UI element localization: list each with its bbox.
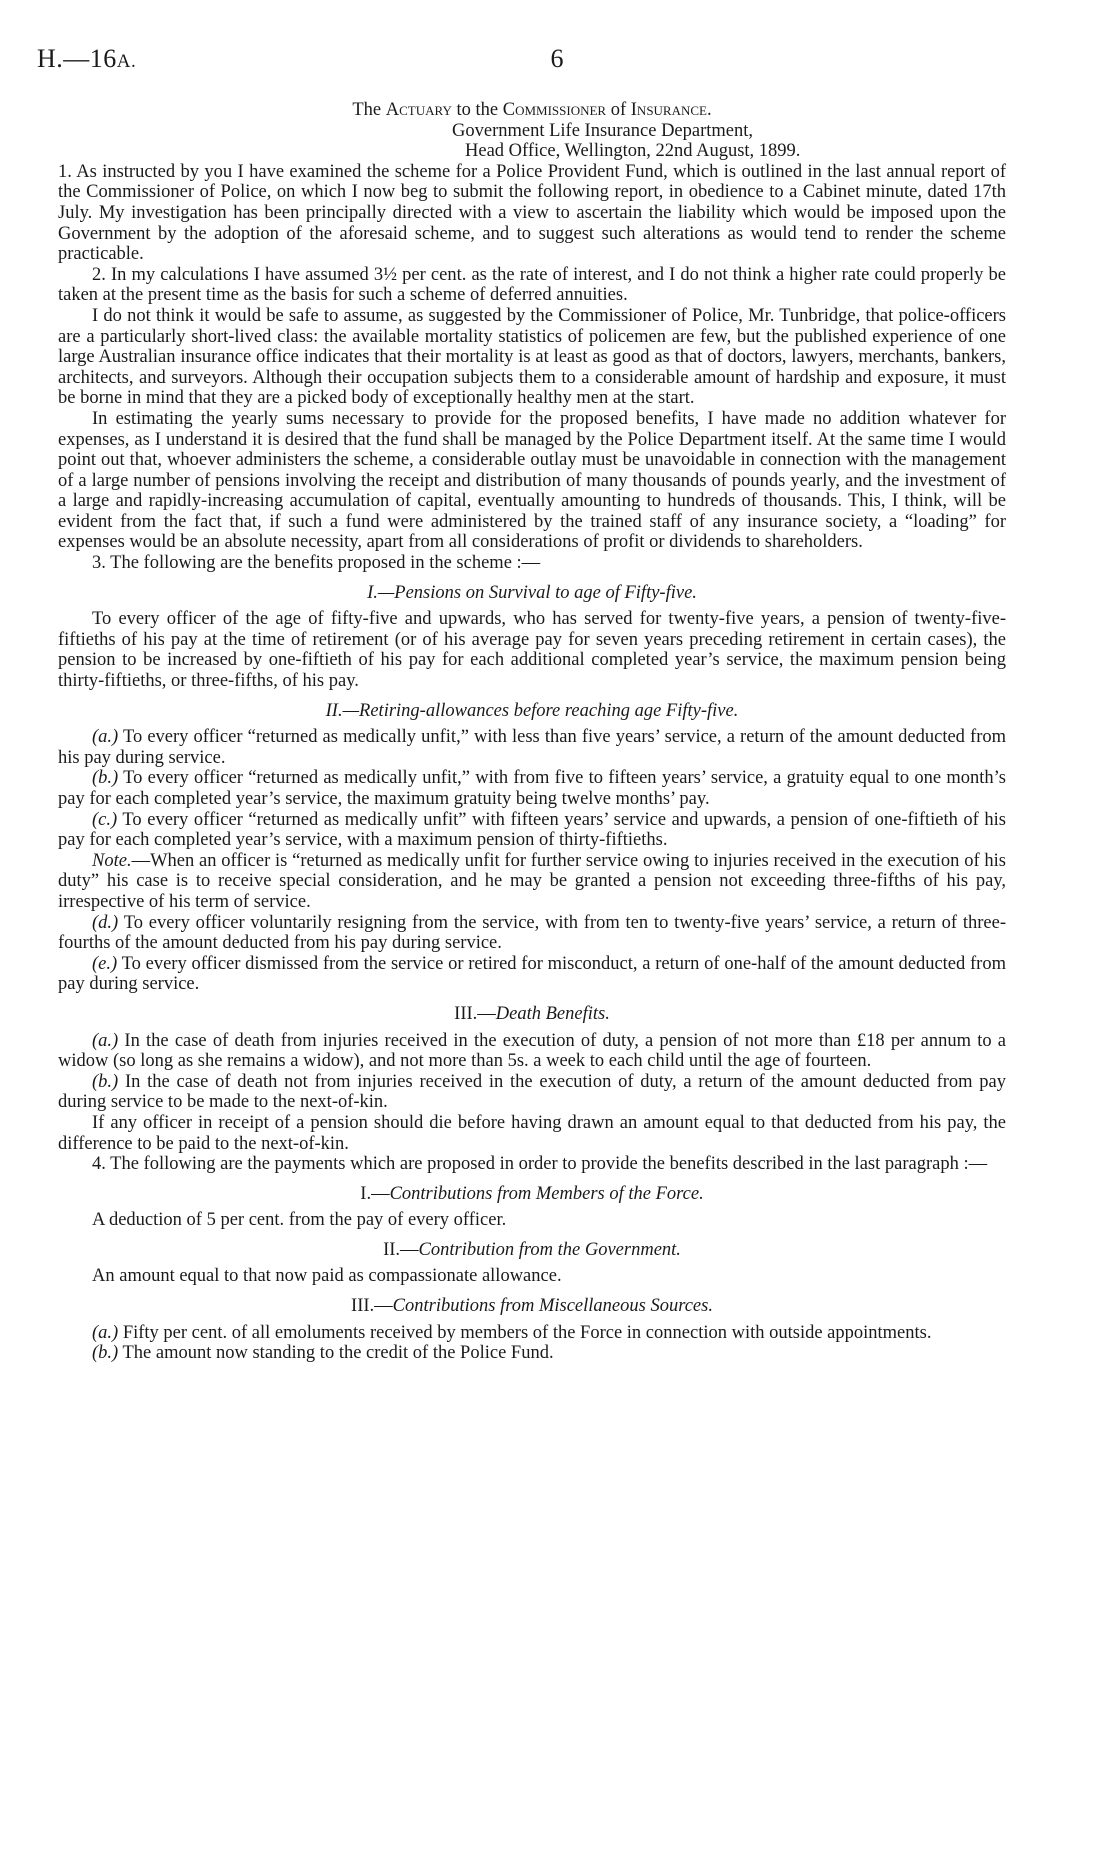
heading-number: I.— [360,1183,390,1204]
letter-title-of: Insurance. [630,100,712,120]
item-text: In the case of death from injuries received in the execution of duty, a pension of not more than £18 per annum to a widow (so long as she remains a widow), and not more than 5s. a week to each child until the age of fourteen. [58,1030,1007,1072]
death-benefit-b [58,1072,1006,1113]
payment-item-a [58,1323,1006,1344]
letter-address-line-2: Head Office, Wellington, 22nd August, 1899. [465,141,801,162]
item-label: (a.) [92,1322,119,1343]
paragraph-2: 2. In my calculations I have assumed 3½ per cent. as the rate of interest, and I do not think a higher rate could properly be taken at the present time as the basis for such a scheme of deferred annuities. [58,264,1006,306]
letter-title-from: Actuary [385,100,452,120]
death-benefit-note: If any officer in receipt of a pension should die before having drawn an amount equal to that deducted from his pay, the difference to be paid to the next-of-kin. [58,1112,1006,1154]
heading-number: III.— [454,1003,496,1024]
heading-text: Contribution from the Government. [418,1239,681,1260]
heading-text: Death Benefits. [495,1003,610,1024]
item-text: The amount now standing to the credit of the Police Fund. [122,1343,554,1364]
letter-title-to: Commissioner [502,100,607,120]
page-number: 6 [550,44,564,73]
benefit-item-c [58,810,1006,851]
heading-number: II.— [383,1239,419,1260]
item-label: (b.) [92,768,119,789]
heading-text: Contributions from Miscellaneous Sources. [392,1296,713,1317]
benefit-item-d [58,913,1006,954]
benefits-section-1-text: To every officer of the age of fifty-five and upwards, who has served for twenty-five years, a pension of twenty-five-fiftieths of his pay at the time of retirement (or of his average pay for seven years preceding retirement in certain cases), the pension to be increased by one-fiftieth of his pay for each additional completed year’s service, the maximum pension being thirty-fiftieths, or three-fifths, of his pay. [58,609,1006,692]
benefits-heading-2 [58,701,1006,722]
item-label: (b.) [92,1071,119,1092]
payments-section-2-text: An amount equal to that now paid as compassionate allowance. [92,1266,562,1287]
benefit-item-b [58,768,1006,809]
paragraph-1: 1. As instructed by you I have examined the scheme for a Police Provident Fund, which is outlined in the last annual report of the Commissioner of Police, on which I now beg to submit the following report, in obedience to a Cabinet minute, dated 17th July. My investigation has been principally directed with a view to ascertain the liability which would be imposed upon the Government by the adoption of the aforesaid scheme, and to suggest such alterations as would tend to render the scheme practicable. [58,161,1006,265]
item-label: (c.) [92,809,118,830]
item-text: In the case of death not from injuries received in the execution of duty, a return of the amount deducted from pay during service to be made to the next-of-kin. [58,1071,1007,1113]
benefit-note [58,851,1006,913]
paragraph-4: In estimating the yearly sums necessary to provide for the proposed benefits, I have made no addition whatever for expenses, as I understand it is desired that the fund shall be managed by the Police Department itself. At the same time I would point out that, whoever administers the scheme, a considerable outlay must be unavoidable in connection with the management of a large number of pensions involving the receipt and distribution of many thousands of pounds yearly, and the investment of a large and rapidly-increasing accumulation of capital, eventually amounting to hundreds of thousands. This, I think, will be evident from the fact that, if such a fund were administered by the trained staff of any insurance society, a “loading” for expenses would be an absolute necessity, apart from all considerations of profit or dividends to shareholders. [58,408,1006,553]
benefits-heading-3 [58,1004,1006,1025]
heading-text: Contributions from Members of the Force. [389,1183,704,1204]
item-text: To every officer voluntarily resigning from the service, with from ten to twenty-five years’ service, a return of three-fourths of the amount deducted from his pay during service. [58,912,1007,954]
note-label: Note. [92,850,132,871]
letter-title-word: to the [456,100,499,120]
letter-address-line-1: Government Life Insurance Department, [452,120,754,141]
benefits-heading-2-text: II.—Retiring-allowances before reaching age Fifty-five. [325,700,739,721]
item-label: (b.) [92,1343,119,1364]
page-header [37,44,1077,80]
benefit-item-a [58,727,1006,768]
benefits-heading-1 [58,583,1006,604]
item-text: To every officer dismissed from the service or retired for misconduct, a return of one-half of the amount deducted from pay during service. [58,953,1006,995]
letter-title [58,100,1006,121]
paragraph-5: 3. The following are the benefits proposed in the scheme :— [92,553,541,574]
payments-heading-3 [58,1296,1006,1317]
item-label: (a.) [92,727,119,748]
payment-item-b [58,1343,1006,1364]
heading-number: III.— [351,1296,393,1317]
paragraph-6: 4. The following are the payments which are proposed in order to provide the benefits described in the last paragraph :— [92,1154,988,1175]
benefit-item-e [58,954,1006,995]
item-text: Fifty per cent. of all emoluments received by members of the Force in connection with outside appointments. [122,1322,932,1343]
letter-title-word: of [610,100,627,120]
item-text: To every officer “returned as medically unfit,” with from five to fifteen years’ service, a gratuity equal to one month’s pay for each completed year’s service, the maximum gratuity being twelve months’ pay. [58,768,1007,809]
note-text: —When an officer is “returned as medically unfit for further service owing to injuries received in the execution of his duty” his case is to receive special consideration, and he may be granted a pension not exceeding three-fifths of his pay, irrespective of his term of service. [58,850,1006,912]
item-label: (d.) [92,912,119,933]
item-text: To every officer “returned as medically unfit,” with less than five years’ service, a return of the amount deducted from his pay during service. [58,727,1006,768]
report-reference-suffix: A. [116,51,137,72]
report-reference-main: H.—16 [37,44,117,73]
item-label: (a.) [92,1030,119,1051]
item-label: (e.) [92,953,118,974]
death-benefit-a [58,1031,1006,1072]
item-text: To every officer “returned as medically unfit” with fifteen years’ service and upwards, a pension of one-fiftieth of his pay for each completed year’s service, with a maximum pension of thirty-fiftieths. [58,809,1006,851]
payments-heading-1 [58,1184,1006,1205]
letter-title-word: The [352,100,382,120]
benefits-heading-1-text: I.—Pensions on Survival to age of Fifty-five. [367,582,697,603]
document-body [58,100,1006,1364]
payments-section-1-text: A deduction of 5 per cent. from the pay of every officer. [92,1210,507,1231]
paragraph-3: I do not think it would be safe to assume, as suggested by the Commissioner of Police, Mr. Tunbridge, that police-officers are a particularly short-lived class: the available mortality statistics of policemen are few, but the published experience of one large Australian insurance office indicates that their mortality is at least as good as that of doctors, lawyers, merchants, bankers, architects, and surveyors. Although their occupation subjects them to a considerable amount of hardship and exposure, it must be borne in mind that they are a picked body of exceptionally healthy men at the start. [58,305,1006,409]
payments-heading-2 [58,1240,1006,1261]
